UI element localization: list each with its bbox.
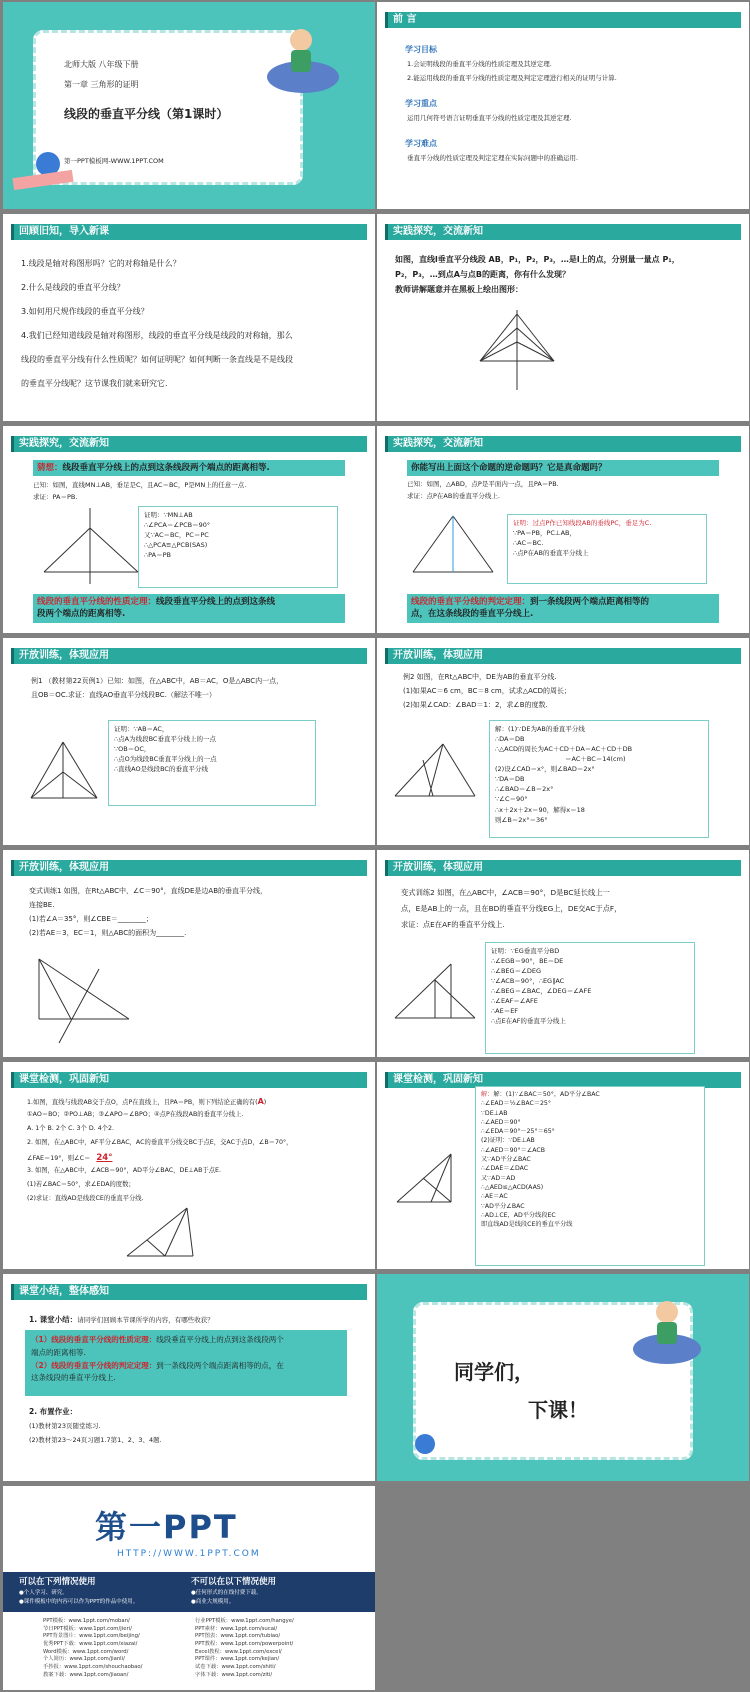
figure-abc-ad: [123, 1204, 203, 1264]
question-4-line-2: 线段的垂直平分线有什么性质呢？如何证明呢？如何判断一条直线是不是线段: [21, 355, 293, 364]
solution-box: [475, 1086, 705, 1266]
proof-line: ∵PA＝PB，PC⊥AB，: [513, 529, 576, 538]
publisher: 北师大版 八年级下册: [64, 60, 139, 69]
example-line-2: 且OB＝OC.求证：直线AO垂直平分线段BC.（解法不唯一）: [31, 691, 216, 699]
slide-cover: [3, 2, 375, 209]
end-decoration: [377, 1274, 749, 1481]
check-line-5: [27, 1152, 118, 1165]
proof-line: ∴点P在AB的垂直平分线上: [513, 549, 589, 558]
property-text-1: 线段垂直平分线上的点到这条线: [156, 597, 276, 607]
summary-theorems-box: [25, 1330, 347, 1396]
link[interactable]: PPT背景图片：www.1ppt.com/beijing/: [43, 1633, 140, 1640]
theorem-1-text: 线段垂直平分线上的点到这条线段两个: [156, 1335, 284, 1344]
solution-prefix: 解：: [481, 1091, 494, 1098]
solution-line: ∴∠BAD＝∠B＝2x°: [495, 785, 554, 794]
link[interactable]: 手抄报：www.1ppt.com/shouchaobao/: [43, 1664, 143, 1671]
variant-line-4: (2)若AE＝3，EC＝1，则△ABC的面积为________.: [29, 929, 187, 937]
link[interactable]: 字体下载：www.1ppt.com/ziti/: [195, 1671, 273, 1678]
property-label: 线段的垂直平分线的性质定理：: [37, 597, 157, 607]
proof-line: 证明：∵EG垂直平分BD: [491, 947, 560, 955]
chapter: 第一章 三角形的证明: [64, 80, 139, 89]
given-text: 已知：如图，直线MN⊥AB，垂足是C，且AC＝BC，P是MN上的任意一点.: [33, 481, 247, 489]
property-text-2: 段两个端点的距离相等.: [37, 609, 126, 620]
link[interactable]: PPT教程：www.1ppt.com/powerpoint/: [195, 1641, 294, 1648]
site-text: 第一PPT模板网-WWW.1PPT.COM: [64, 157, 164, 165]
link[interactable]: Word模板：www.1ppt.com/word/: [43, 1648, 129, 1655]
slide-header: 课堂检测，巩固新知: [385, 1072, 741, 1088]
goal-1: 1.会证明线段的垂直平分线的性质定理及其逆定理.: [407, 60, 552, 68]
difficulty-heading: 学习难点: [405, 139, 437, 148]
figure-mn-ab: [38, 506, 148, 586]
text-line-2: P₂，P₃，…到点A与点B的距离，你有什么发现？: [395, 270, 571, 279]
check-line-5-text: ∠FAE＝19°，则∠C＝: [27, 1155, 91, 1162]
conjecture-text: 线段垂直平分线上的点到这条线段两个端点的距离相等.: [62, 463, 270, 473]
can-use-1: ●个人学习、研究。: [19, 1590, 68, 1596]
proof-line: ∴∠BEG＝∠DEG: [491, 967, 542, 976]
proof-line: 证明：过点P作已知线段AB的垂线PC，垂足为C.: [513, 519, 652, 527]
theorem-1-label: （1）线段的垂直平分线的性质定理：: [31, 1335, 157, 1344]
link[interactable]: 教案下载：www.1ppt.com/jiaoan/: [43, 1671, 129, 1678]
links-right: [195, 1618, 294, 1679]
variant-line-1: 变式训练1 如图，在Rt△ABC中，∠C＝90°，直线DE是边AB的垂直平分线，: [29, 887, 267, 895]
solution-line: ∴DA＝DB: [495, 735, 525, 744]
answer-1: A: [257, 1097, 264, 1106]
solution-line: ∴AD⊥CE，AD平分线段EC: [481, 1211, 556, 1219]
proof-box: [507, 514, 707, 584]
question-3: 3.如何用尺规作线段的垂直平分线？: [21, 307, 149, 316]
link[interactable]: Excel教程：www.1ppt.com/excel/: [195, 1648, 282, 1655]
slide-variant-1: [3, 850, 375, 1057]
slide-header: 前 言: [385, 12, 741, 28]
figure-abc-eg: [389, 958, 489, 1038]
solution-line: ∴∠EDA＝90°－25°＝65°: [481, 1128, 555, 1136]
solution-line: ∵AD平分∠BAC: [481, 1202, 525, 1210]
conjecture-bar: [33, 460, 345, 476]
end-line-2: 下课！: [528, 1398, 588, 1422]
summary-line: [29, 1314, 214, 1326]
theorem-2-text-2: 这条线段的垂直平分线上.: [31, 1373, 116, 1383]
prove-text: 求证：点P在AB的垂直平分线上.: [407, 492, 500, 500]
difficulty-1: 垂直平分线的性质定理及判定定理在实际问题中的准确运用.: [407, 154, 579, 162]
slide-check-2: [377, 1062, 749, 1269]
link[interactable]: PPT素材：www.1ppt.com/sucai/: [195, 1625, 278, 1632]
theorem-2-label: （2）线段的垂直平分线的判定定理：: [31, 1360, 157, 1370]
homework-heading: 2. 布置作业：: [29, 1407, 78, 1416]
slide-header: 实践探究，交流新知: [11, 436, 367, 452]
proof-line: ∴点E在AF的垂直平分线上: [491, 1017, 566, 1026]
proof-line: ∴点O为线段BC垂直平分线上的一点: [114, 755, 217, 764]
proof-line: ∴∠PCA＝∠PCB＝90°: [144, 521, 211, 530]
link[interactable]: PPT图表：www.1ppt.com/tubiao/: [195, 1633, 281, 1640]
proof-line: ∴△PCA≌△PCB(SAS): [144, 541, 208, 550]
question-4-line-3: 的垂直平分线呢？这节课我们就来研究它.: [21, 379, 168, 388]
slide-branding: [3, 1486, 375, 1690]
slide-header: 实践探究，交流新知: [385, 436, 741, 452]
cannot-use-heading: 不可以在以下情况使用: [191, 1577, 277, 1587]
proof-line: 证明：∵AB＝AC，: [114, 725, 169, 733]
proof-line: ∴∠BEG＝∠BAC，∠DEG＝∠AFE: [491, 987, 592, 996]
solution-line: ∵DE⊥AB: [481, 1109, 508, 1117]
judgement-text-1: 到一条线段两个端点距离相等的: [530, 597, 650, 607]
proof-line: ∵OB＝OC，: [114, 745, 151, 754]
link[interactable]: 个人简历：www.1ppt.com/jianli/: [43, 1656, 125, 1663]
cover-decoration: [3, 2, 375, 209]
solution-line: ∴AE＝AC: [481, 1193, 508, 1201]
judgement-label: 线段的垂直平分线的判定定理：: [411, 597, 531, 607]
solution-line: (2)设∠CAD＝x°，则∠BAD＝2x°: [495, 765, 595, 774]
judgement-text-2: 点，在这条线段的垂直平分线上.: [411, 609, 534, 620]
solution-line: 解：(1)∵∠BAC＝50°，AD平分∠BAC: [493, 1091, 600, 1098]
converse-question-bar: 你能写出上面这个命题的逆命题吗？它是真命题吗？: [407, 460, 719, 476]
proof-line: ∴点A为线段BC垂直平分线上的一点: [114, 735, 216, 744]
figure-abc-ad-ce: [393, 1150, 463, 1210]
slide-check-1: [3, 1062, 375, 1269]
lesson-title: 线段的垂直平分线（第1课时）: [64, 107, 229, 121]
summary-label: 1. 课堂小结：: [29, 1315, 78, 1324]
slide-header: 开放训练，体现应用: [385, 648, 741, 664]
check-line-4: 2. 如图，在△ABC中，AF平分∠BAC，AC的垂直平分线交BC于点E，交AC于点D，∠B＝70°，: [27, 1139, 293, 1146]
slide-preface: [377, 2, 749, 209]
proof-box: [108, 720, 316, 806]
link[interactable]: 优秀PPT下载：www.1ppt.com/xiazai/: [43, 1641, 138, 1648]
theorem-1-text-2: 端点的距离相等.: [31, 1347, 86, 1357]
judgement-theorem-bar: [407, 594, 719, 623]
slide-variant-2: [377, 850, 749, 1057]
slide-summary: [3, 1274, 375, 1481]
proof-line: 证明：∵MN⊥AB: [144, 511, 193, 519]
link[interactable]: 行业PPT模板：www.1ppt.com/hangye/: [195, 1618, 294, 1624]
solution-line: ∴△AED≌△ACD(AAS): [481, 1183, 544, 1191]
slide-explore-2: [3, 426, 375, 633]
proof-line: ∵∠ACB＝90°，∴EG∥AC: [491, 977, 565, 986]
figure-abc-o: [25, 738, 105, 813]
solution-line: 又∵AD平分∠BAC: [481, 1156, 531, 1164]
figure-perpendicular-bisector: [472, 306, 592, 396]
end-line-1: 同学们，: [454, 1360, 534, 1384]
prove-text: 求证：PA＝PB.: [33, 493, 78, 501]
solution-line: ∵DA＝DB: [495, 775, 525, 784]
homework-1: (1)教材第23页随堂练习.: [29, 1422, 101, 1430]
slide-review: [3, 214, 375, 421]
solution-line: 解：(1)∵DE为AB的垂直平分线: [495, 725, 585, 733]
can-use-heading: 可以在下列情况使用: [19, 1577, 96, 1587]
solution-line: ∴x＋2x＋2x＝90，解得x＝18: [495, 805, 585, 814]
check-line-6: 3. 如图，在△ABC中，∠ACB＝90°，AD平分∠BAC，DE⊥AB于点E.: [27, 1167, 221, 1174]
figure-pab: [407, 512, 507, 582]
check-line-8: (2)求证：直线AD是线段CE的垂直平分线.: [27, 1195, 144, 1202]
solution-line: 又∵AD＝AD: [481, 1174, 516, 1182]
can-use-2: ●课件模板中的内容可以作为PPT的作品中使用。: [19, 1599, 139, 1605]
example-line-2: (1)如果AC＝6 cm，BC＝8 cm，试求△ACD的周长；: [403, 687, 572, 695]
proof-line: ∴∠EGB＝90°，BE＝DE: [491, 957, 564, 966]
text-line-3: 教师讲解题意并在黑板上绘出图形：: [395, 285, 523, 294]
globe-icon: [415, 1434, 435, 1454]
proof-line: ∴PA＝PB: [144, 551, 171, 560]
slide-header: 回顾旧知，导入新课: [11, 224, 367, 240]
proof-box: [138, 506, 338, 588]
cannot-use-1: ●任何形式的在线付费下载。: [191, 1590, 262, 1596]
question-2: 2.什么是线段的垂直平分线？: [21, 283, 125, 292]
variant-line-3: 求证：点E在AF的垂直平分线上.: [401, 920, 505, 929]
answer-2: 24°: [96, 1153, 113, 1163]
text-line-1: 如图，直线l垂直平分线段 AB，P₁，P₂，P₃，…是l上的点，分别量一量点 P₁，: [395, 255, 680, 264]
key-1: 运用几何符号语言证明垂直平分线的性质定理及其逆定理.: [407, 114, 572, 122]
solution-line: 则∠B＝2x°＝36°: [495, 815, 548, 824]
property-theorem-bar: [33, 594, 345, 623]
question-4-line-1: 4.我们已经知道线段是轴对称图形，线段的垂直平分线是线段的对称轴，那么: [21, 331, 293, 340]
slide-header: 开放训练，体现应用: [11, 648, 367, 664]
question-1: 1.线段是轴对称图形吗？它的对称轴是什么？: [21, 259, 181, 268]
link[interactable]: 节日PPT模板：www.1ppt.com/jieri/: [43, 1625, 132, 1632]
usage-banner: [3, 1572, 375, 1612]
solution-line: ∴∠AED＝90°＝∠ACB: [481, 1146, 545, 1154]
example-line-1: 例1 （教材第22页例1）已知：如图，在△ABC中，AB＝AC，O是△ABC内一点，: [31, 677, 284, 685]
variant-line-3: (1)若∠A＝35°，则∠CBE＝________；: [29, 915, 153, 923]
example-line-1: 例2 如图，在Rt△ABC中，DE为AB的垂直平分线.: [403, 673, 557, 681]
given-text: 已知：如图，△ABD，点P是平面内一点，且PA＝PB.: [407, 480, 559, 488]
slide-end: [377, 1274, 749, 1481]
check-line-1: [27, 1096, 266, 1108]
link[interactable]: PPT模板：www.1ppt.com/moban/: [43, 1618, 130, 1624]
slide-header: 实践探究，交流新知: [385, 224, 741, 240]
solution-line: (2)证明：∵DE⊥AB: [481, 1137, 535, 1145]
goal-2: 2.能运用线段的垂直平分线的性质定理及判定定理进行相关的证明与计算.: [407, 74, 617, 82]
variant-line-2: 点，E是AB上的一点，且在BD的垂直平分线EG上，DE交AC于点F，: [401, 904, 622, 913]
proof-line: ∴AC＝BC.: [513, 539, 544, 548]
proof-line: ∴直线AO是线段BC的垂直平分线: [114, 765, 208, 774]
solution-line: ∴∠AED＝90°: [481, 1118, 521, 1126]
theorem-2-text: 到一条线段两个端点距离相等的点，在: [156, 1360, 284, 1370]
logo-url: HTTP://WWW.1PPT.COM: [117, 1549, 261, 1559]
homework-2: (2)教材第23～24页习题1.7第1、2、3、4题.: [29, 1436, 162, 1444]
variant-line-1: 变式训练2 如图，在△ABC中，∠ACB＝90°，D是BC延长线上一: [401, 888, 610, 897]
key-heading: 学习重点: [405, 99, 437, 108]
cannot-use-2: ●商业大规模用。: [191, 1599, 235, 1605]
solution-box: [489, 720, 709, 838]
slide-header: 开放训练，体现应用: [385, 860, 741, 876]
conjecture-label: 猜想：: [37, 463, 63, 473]
slide-header: 课堂小结，整体感知: [11, 1284, 367, 1300]
slide-example-1: [3, 638, 375, 845]
links-left: [43, 1618, 142, 1679]
solution-line: ∴∠EAD＝½∠BAC＝25°: [481, 1100, 551, 1108]
check-line-3: A. 1个 B. 2个 C. 3个 D. 4个2.: [27, 1125, 115, 1132]
slide-example-2: [377, 638, 749, 845]
slide-header: 课堂检测，巩固新知: [11, 1072, 367, 1088]
goal-heading: 学习目标: [405, 45, 437, 54]
check-line-1-text: 1.如图，直线与线段AB交于点O，点P在直线上，且PA＝PB，则下列结论正确的有(: [27, 1099, 258, 1106]
slide-explore-1: [377, 214, 749, 421]
logo-text: 第一PPT: [95, 1508, 238, 1546]
solution-line: ∴△ACD的周长为AC＋CD＋DA＝AC＋CD＋DB: [495, 745, 633, 754]
boy-head-icon: [290, 29, 312, 51]
solution-line: ＝AC＋BC＝14(cm): [565, 755, 626, 764]
proof-box: [485, 942, 695, 1054]
proof-line: 又∵AC＝BC，PC＝PC: [144, 531, 209, 540]
link[interactable]: 试卷下载：www.1ppt.com/shiti/: [195, 1664, 276, 1671]
check-line-1-end: ): [263, 1099, 267, 1106]
slide-explore-3: [377, 426, 749, 633]
summary-prompt: 请同学们回顾本节课所学的内容，有哪些收获？: [77, 1316, 214, 1324]
link[interactable]: PPT课件：www.1ppt.com/kejian/: [195, 1656, 280, 1663]
solution-line: ∴∠DAE＝∠DAC: [481, 1165, 529, 1173]
solution-line: ∵∠C＝90°: [495, 795, 528, 804]
figure-rt-abc-be: [33, 953, 143, 1048]
slide-header: 开放训练，体现应用: [11, 860, 367, 876]
example-line-3: (2)如果∠CAD：∠BAD＝1：2，求∠B的度数.: [403, 701, 548, 709]
solution-line: 即直线AD是线段CE的垂直平分线: [481, 1221, 573, 1229]
proof-line: ∴AE＝EF: [491, 1007, 519, 1016]
check-line-7: (1)若∠BAC＝50°，求∠EDA的度数；: [27, 1181, 135, 1188]
variant-line-2: 连接BE.: [29, 901, 55, 909]
figure-rt-abc-de: [391, 736, 481, 811]
check-line-2: ①AO＝BO；②PO⊥AB；③∠APO＝∠BPO；④点P在线段AB的垂直平分线上.: [27, 1111, 244, 1118]
proof-line: ∴∠EAF＝∠AFE: [491, 997, 538, 1006]
boy-head-icon: [656, 1301, 678, 1323]
